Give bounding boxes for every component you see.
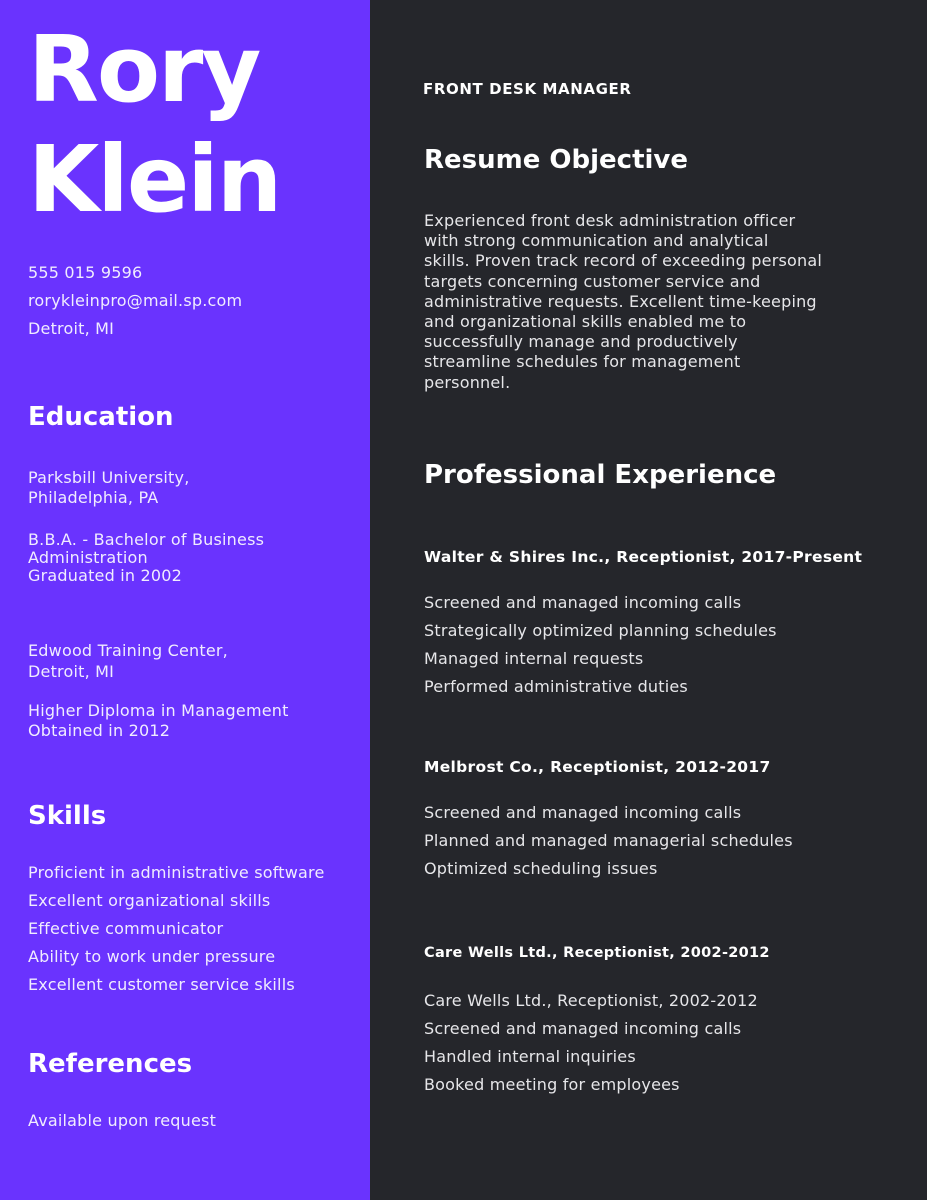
skill-item: Ability to work under pressure <box>28 947 276 966</box>
duty-item: Planned and managed managerial schedules <box>424 831 793 850</box>
objective-line: successfully manage and productively <box>424 332 738 352</box>
duty-item: Strategically optimized planning schedules <box>424 621 777 640</box>
education-school-2-line2: Detroit, MI <box>28 662 115 681</box>
duty-item: Booked meeting for employees <box>424 1075 680 1094</box>
skills-heading: Skills <box>28 801 107 831</box>
objective-line: skills. Proven track record of exceeding personal <box>424 251 822 271</box>
objective-line: with strong communication and analytical <box>424 231 769 251</box>
objective-line: administrative requests. Excellent time-keeping <box>424 291 817 311</box>
education-school-1-line1: Parksbill University, <box>28 468 190 487</box>
location: Detroit, MI <box>28 319 115 338</box>
objective-line: and organizational skills enabled me to <box>424 312 747 332</box>
objective-line: streamline schedules for management <box>424 352 741 372</box>
duty-item: Optimized scheduling issues <box>424 859 658 878</box>
skill-item: Proficient in administrative software <box>28 863 325 882</box>
duty-item: Screened and managed incoming calls <box>424 803 742 822</box>
duty-item: Handled internal inquiries <box>424 1047 636 1066</box>
job-3-title: Care Wells Ltd., Receptionist, 2002-2012 <box>424 945 770 961</box>
skills-list <box>28 863 325 1003</box>
objective-heading: Resume Objective <box>424 145 689 175</box>
skill-item: Effective communicator <box>28 919 224 938</box>
phone: 555 015 9596 <box>28 263 143 282</box>
duty-item: Performed administrative duties <box>424 677 688 696</box>
email: roryk​leinpro@mail.sp.com <box>28 291 243 310</box>
right-panel <box>370 0 927 1200</box>
education-school-1-line2: Philadelphia, PA <box>28 488 159 507</box>
duty-item: Care Wells Ltd., Receptionist, 2002-2012 <box>424 991 758 1010</box>
left-panel <box>0 0 370 1200</box>
education-degree-1-line3: Graduated in 2002 <box>28 566 183 585</box>
duty-item: Screened and managed incoming calls <box>424 1019 742 1038</box>
job-1-title: Walter & Shires Inc., Receptionist, 2017-Present <box>424 548 863 566</box>
references-heading: References <box>28 1049 193 1079</box>
first-name: Rory <box>28 16 260 123</box>
job-3-duties <box>424 991 758 1103</box>
job-title: FRONT DESK MANAGER <box>423 80 632 98</box>
references-text: Available upon request <box>28 1111 217 1130</box>
job-1-duties <box>424 593 777 705</box>
education-degree-1-line1: B.B.A. - Bachelor of Business <box>28 530 265 549</box>
job-2-title: Melbrost Co., Receptionist, 2012-2017 <box>424 758 771 776</box>
duty-item: Screened and managed incoming calls <box>424 593 742 612</box>
education-degree-2-line1: Higher Diploma in Management <box>28 701 289 720</box>
experience-heading: Professional Experience <box>424 460 777 490</box>
objective-line: targets concerning customer service and <box>424 271 761 291</box>
job-2-duties <box>424 803 793 887</box>
objective-line: personnel. <box>424 372 511 392</box>
skill-item: Excellent organizational skills <box>28 891 271 910</box>
skill-item: Excellent customer service skills <box>28 975 295 994</box>
duty-item: Managed internal requests <box>424 649 644 668</box>
education-school-2-line1: Edwood Training Center, <box>28 641 228 660</box>
last-name: Klein <box>28 126 281 233</box>
education-degree-2-line2: Obtained in 2012 <box>28 721 171 740</box>
education-heading: Education <box>28 402 174 432</box>
objective-line: Experienced front desk administration officer <box>424 211 796 230</box>
objective-paragraph <box>424 211 822 393</box>
education-degree-1-line2: Administration <box>28 548 148 567</box>
